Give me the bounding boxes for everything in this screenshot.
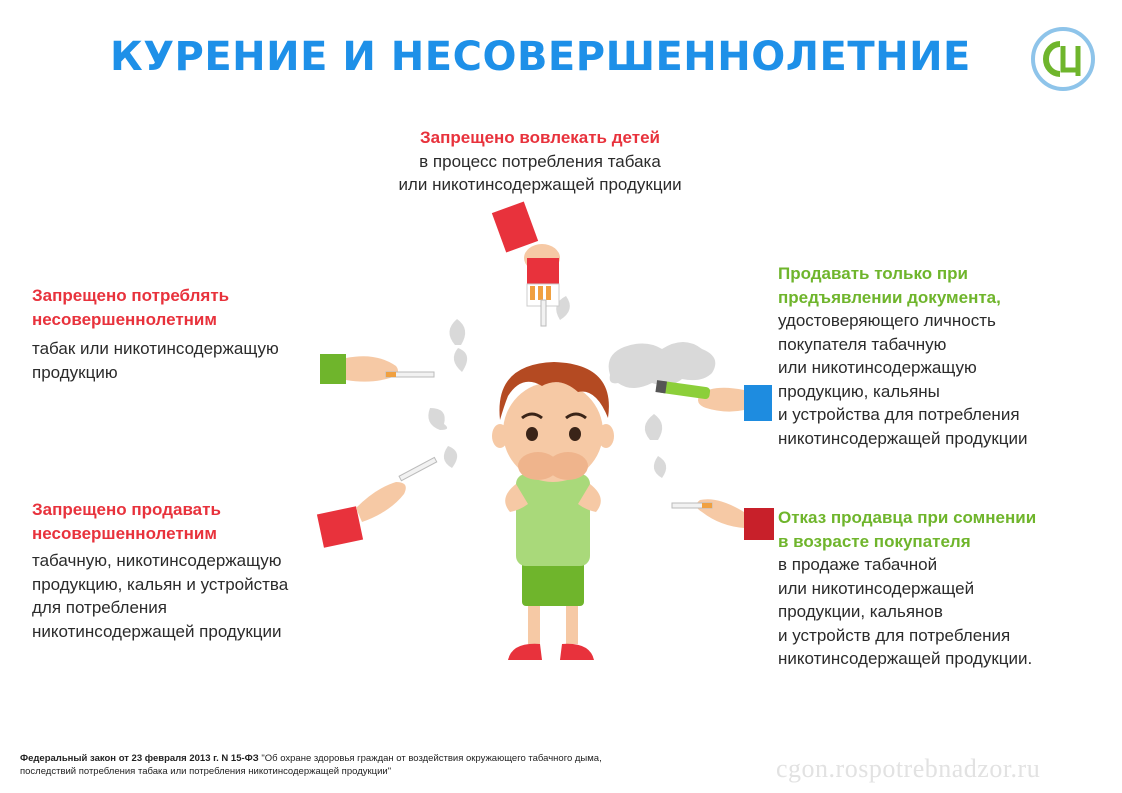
- right-rule-refusal-heading: в возрасте покупателя: [778, 531, 971, 551]
- right-rule-document-line: никотинсодержащей продукции: [778, 428, 1028, 448]
- law-footnote-text: "Об охране здоровья граждан от воздействия окружающего табачного дыма, последствий потребления табака или потребления никотинсодержащей продукции": [20, 753, 602, 777]
- left-rule-consume-line: продукцию: [32, 362, 118, 382]
- top-rule-line: в процесс потребления табака: [419, 151, 661, 171]
- left-rule-consume-heading: Запрещено потреблять: [32, 286, 230, 305]
- page-title: КУРЕНИЕ И НЕСОВЕРШЕННОЛЕТНИЕ: [110, 34, 971, 80]
- right-rule-document-heading: предъявлении документа,: [778, 287, 1001, 307]
- right-rule-refusal-line: никотинсодержащей продукции.: [778, 649, 1033, 668]
- left-rule-sell-line: продукцию, кальян и устройства: [32, 574, 289, 594]
- site-watermark: cgon.rospotrebnadzor.ru: [776, 754, 1041, 783]
- right-rule-document-heading: Продавать только при: [778, 264, 968, 283]
- right-rule-refusal-line: и устройств для потребления: [778, 625, 1011, 645]
- right-rule-refusal-heading: Отказ продавца при сомнении: [778, 508, 1037, 527]
- left-rule-sell-line: для потребления: [32, 598, 167, 617]
- left-rule-consume-line: табак или никотинсодержащую: [32, 339, 279, 358]
- hand-with-vape-icon: [655, 380, 772, 421]
- left-rule-consume-heading: несовершеннолетним: [32, 309, 217, 329]
- hand-with-cigarette-icon: [317, 457, 437, 547]
- left-rule-sell-heading: Запрещено продавать: [32, 500, 221, 519]
- right-rule-document-line: продукцию, кальяны: [778, 381, 940, 401]
- hand-with-cigarette-icon: [672, 499, 774, 540]
- law-footnote: [20, 752, 660, 778]
- top-rule-heading: Запрещено вовлекать детей: [420, 128, 660, 147]
- right-rule-refusal-line: или никотинсодержащей: [778, 578, 975, 598]
- right-rule-document-line: удостоверяющего личность: [778, 311, 996, 330]
- right-rule-document-line: покупателя табачную: [778, 334, 947, 354]
- right-rule-refusal-line: в продаже табачной: [778, 555, 938, 574]
- left-rule-sell-heading: несовершеннолетним: [32, 523, 217, 543]
- right-rule-refusal-line: продукции, кальянов: [778, 602, 943, 621]
- hand-offering-pack-icon: [492, 201, 560, 326]
- law-footnote-title: Федеральный закон от 23 февраля 2013 г. N 15-ФЗ: [20, 753, 259, 764]
- right-rule-document-line: или никотинсодержащую: [778, 358, 977, 377]
- hand-with-cigarette-icon: [320, 354, 434, 384]
- left-rule-sell-line: табачную, никотинсодержащую: [32, 551, 282, 570]
- left-rule-sell-line: никотинсодержащей продукции: [32, 621, 282, 641]
- child-covering-mouth-icon: [492, 362, 614, 660]
- right-rule-document-line: и устройства для потребления: [778, 405, 1020, 424]
- top-rule-line: или никотинсодержащей продукции: [398, 175, 682, 194]
